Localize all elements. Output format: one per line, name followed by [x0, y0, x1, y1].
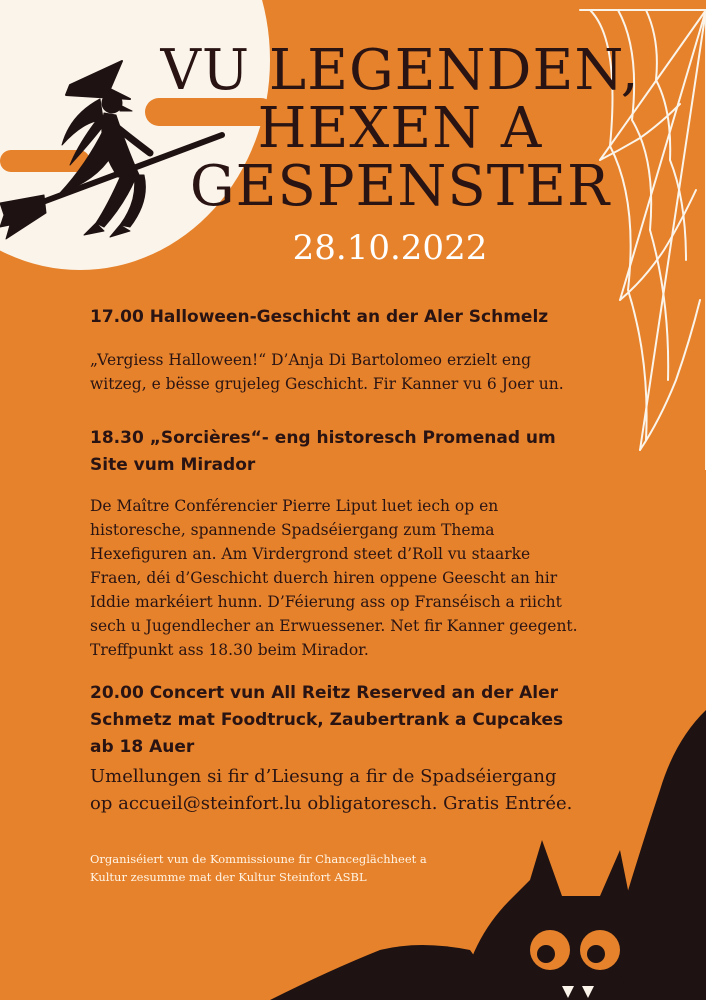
footer-line: Kultur zesumme mat der Kultur Steinfort ASBL	[90, 870, 367, 884]
registration-info	[90, 763, 630, 817]
text-line: Hexefiguren an. Am Virdergrond steet d’Roll vu staarke	[90, 545, 531, 563]
heading-line: 18.30 „Sorcières“- eng historesch Promenad um	[90, 428, 556, 448]
poster-title	[120, 38, 680, 219]
event-1	[90, 304, 630, 396]
organizer-credit	[90, 850, 510, 886]
text-line: De Maître Conférencier Pierre Liput luet iech op en	[90, 497, 499, 515]
event-1-description	[90, 348, 630, 396]
title-line: GESPENSTER	[189, 154, 611, 219]
text-line: Umellungen si fir d’Liesung a fir de Spadséiergang	[90, 766, 557, 787]
event-2-description	[90, 494, 630, 662]
text-line: Iddie markéiert hunn. D’Féierung ass op Franséisch a riicht	[90, 593, 562, 611]
footer-line: Organiséiert vun de Kommissioune fir Chanceglächheet a	[90, 852, 427, 866]
event-3	[90, 680, 630, 817]
event-date: 28.10.2022	[292, 228, 488, 268]
event-3-heading	[90, 680, 630, 761]
event-2-heading	[90, 425, 630, 479]
text-line: Fraen, déi d’Geschicht duerch hiren oppene Geescht an hir	[90, 569, 558, 587]
text-line: „Vergiess Halloween!“ D’Anja Di Bartolomeo erzielt eng	[90, 351, 532, 369]
heading-line: 20.00 Concert vun All Reitz Reserved an der Aler	[90, 683, 559, 703]
event-1-heading: 17.00 Halloween-Geschicht an der Aler Schmelz	[90, 307, 549, 327]
text-line: op accueil@steinfort.lu obligatoresch. Gratis Entrée.	[90, 793, 573, 814]
heading-line: Site vum Mirador	[90, 455, 256, 475]
heading-line: ab 18 Auer	[90, 737, 195, 757]
text-line: sech u Jugendlecher an Erwuessener. Net fir Kanner geegent.	[90, 617, 578, 635]
heading-line: Schmetz mat Foodtruck, Zaubertrank a Cupcakes	[90, 710, 564, 730]
text-line: historesche, spannende Spadséiergang zum Thema	[90, 521, 495, 539]
event-2	[90, 425, 630, 662]
text-line: witzeg, e bësse grujeleg Geschicht. Fir Kanner vu 6 Joer un.	[90, 375, 564, 393]
title-line: VU LEGENDEN,	[160, 38, 640, 103]
title-line: HEXEN A	[257, 96, 543, 161]
text-line: Treffpunkt ass 18.30 beim Mirador.	[90, 641, 369, 659]
